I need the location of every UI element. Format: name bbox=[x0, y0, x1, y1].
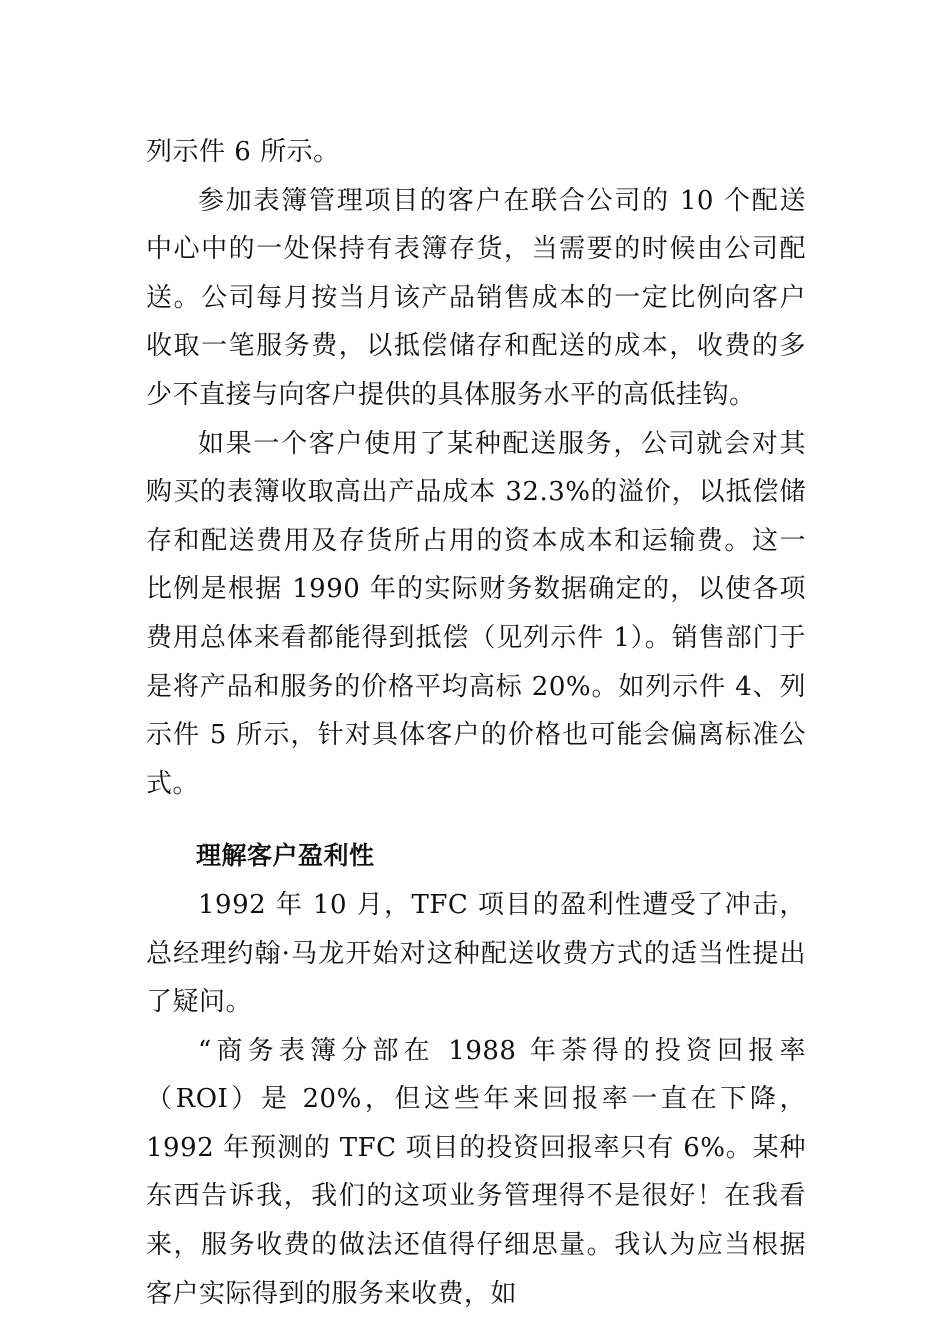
paragraph-inventory-service-fee: 参加表簿管理项目的客户在联合公司的 10 个配送中心中的一处保持有表簿存货，当需要的时候由公司配送。公司每月按当月该产品销售成本的一定比例向客户收取一笔服务费，以抵偿储存和配送的成本，收费的多少不直接与向客户提供的具体服务水平的高低挂钩。 bbox=[146, 185, 806, 410]
paragraph-continuation: 列示件 6 所示。 bbox=[146, 137, 340, 167]
paragraph-manager-quote: “商务表簿分部在 1988 年荼得的投资回报率（ROI）是 20%，但这些年来回报率一直在下降，1992 年预测的 TFC 项目的投资回报率只有 6%。某种东西告诉我，我们的这项业务管理得不是很好！在我看来，服务收费的做法还值得仔细思量。我认为应当根据客户实际得到的服务来收费，如 bbox=[146, 1035, 806, 1309]
section-heading: 理解客户盈利性 bbox=[196, 841, 375, 871]
paragraph-premium-pricing: 如果一个客户使用了某种配送服务，公司就会对其购买的表簿收取高出产品成本 32.3%的溢价，以抵偿储存和配送费用及存货所占用的资本成本和运输费。这一比例是根据 1990 年的实际财务数据确定的，以使各项费用总体来看都能得到抵偿（见列示件 1）。销售部门于是将产品和服务的价格平均高标 20%。如列示件 4、列示件 5 所示，针对具体客户的价格也可能会偏离标准公式。 bbox=[146, 428, 806, 799]
paragraph-profitability-impact: 1992 年 10 月，TFC 项目的盈利性遭受了冲击，总经理约翰·马龙开始对这种配送收费方式的适当性提出了疑问。 bbox=[146, 889, 806, 1018]
document-body bbox=[146, 128, 806, 1318]
